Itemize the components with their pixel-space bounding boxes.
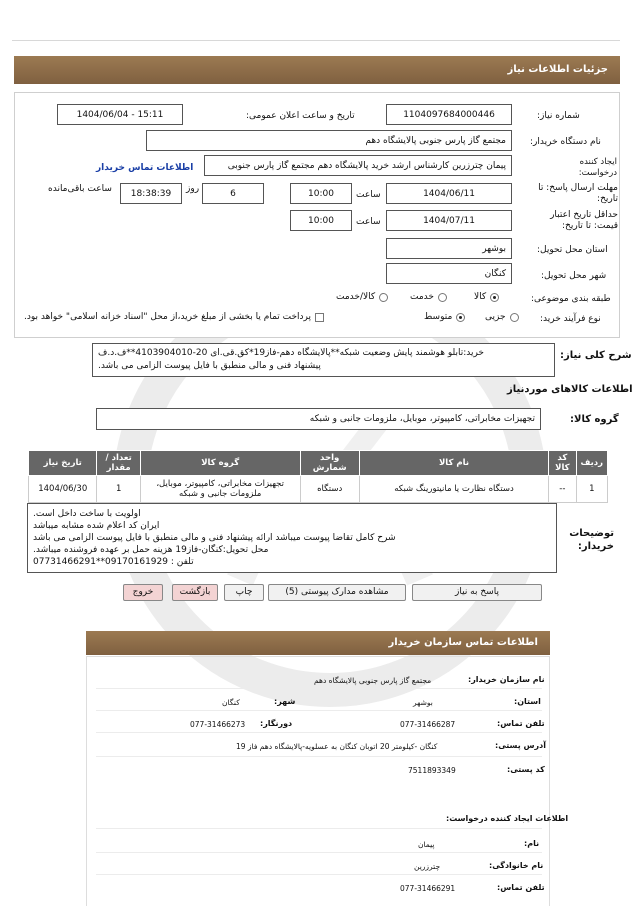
- need-number-field: 1104097684000446: [386, 104, 512, 125]
- top-divider: [12, 40, 620, 41]
- category-option-service[interactable]: خدمت: [410, 292, 447, 302]
- buyer-notes-box: [27, 503, 557, 573]
- requester-label: ایجاد کننده درخواست:: [578, 157, 617, 178]
- cell-row: 1: [576, 476, 607, 503]
- days-field: 6: [202, 183, 264, 204]
- radio-icon[interactable]: [510, 313, 519, 322]
- validity-date-field: 1404/07/11: [386, 210, 512, 231]
- reply-button[interactable]: پاسخ به نیاز: [412, 584, 542, 601]
- checkbox-icon[interactable]: [315, 313, 324, 322]
- cell-name: دستگاه نظارت یا مانیتورینگ شبکه: [359, 476, 548, 503]
- radio-selected-icon[interactable]: [456, 313, 465, 322]
- contact-fax-label: دورنگار:: [260, 719, 293, 728]
- reply-time-field: 10:00: [290, 183, 352, 204]
- col-date: تاریخ نیاز: [29, 451, 97, 476]
- creator-first-name-value: پیمان: [418, 840, 435, 849]
- contact-province-value: بوشهر: [413, 698, 433, 707]
- creator-phone-label: تلفن تماس:: [497, 883, 545, 892]
- notes-line: ایران کد اعلام شده مشابه میباشد: [33, 521, 160, 531]
- org-name-value: مجتمع گاز پارس جنوبی پالایشگاه دهم: [314, 676, 432, 685]
- contact-phone-label: تلفن تماس:: [497, 719, 545, 728]
- need-number-label: شماره نیاز:: [537, 111, 580, 121]
- divider: [96, 688, 542, 689]
- creator-last-name-value: چترزرین: [414, 862, 441, 871]
- reply-date-field: 1404/06/11: [386, 183, 512, 204]
- goods-table: [28, 450, 608, 503]
- announce-datetime-label: تاریخ و ساعت اعلان عمومی:: [246, 111, 355, 121]
- notes-line: شرح کامل تقاضا پیوست میباشد ارائه پیشنهاد فنی و مالی منطبق با فایل پیوست الزامی می باشد: [33, 533, 396, 543]
- divider: [96, 710, 542, 711]
- remaining-label: ساعت باقی‌مانده: [48, 184, 112, 194]
- creator-last-name-label: نام خانوادگی:: [489, 861, 544, 870]
- divider: [96, 828, 542, 829]
- province-field: بوشهر: [386, 238, 512, 259]
- postal-code-label: کد پستی:: [507, 765, 545, 774]
- col-row: ردیف: [576, 451, 607, 476]
- divider: [96, 732, 542, 733]
- days-label: روز: [186, 184, 200, 194]
- postal-address-label: آدرس پستی:: [495, 741, 546, 750]
- goods-group-label: گروه کالا:: [570, 414, 619, 425]
- radio-icon[interactable]: [438, 293, 447, 302]
- divider: [96, 756, 542, 757]
- col-name: نام کالا: [359, 451, 548, 476]
- summary-box: [92, 343, 555, 377]
- divider: [96, 852, 542, 853]
- summary-label: شرح کلی نیاز:: [560, 350, 632, 361]
- buyer-notes-label: توضیحات خریدار:: [569, 528, 614, 552]
- province-label: استان محل تحویل:: [537, 245, 608, 255]
- validity-time-label: ساعت: [356, 217, 381, 227]
- back-button[interactable]: بازگشت: [172, 584, 218, 601]
- validity-time-field: 10:00: [290, 210, 352, 231]
- cell-group: تجهیزات مخابراتی، کامپیوتر، موبایل، ملزومات جانبی و شبکه: [140, 476, 300, 503]
- process-option-minor[interactable]: جزیی: [485, 312, 519, 322]
- notes-line: تلفن : 09170161929**07731466291: [33, 557, 194, 567]
- category-option-goods-service[interactable]: کالا/خدمت: [336, 292, 388, 302]
- radio-icon[interactable]: [379, 293, 388, 302]
- treasury-payment-checkbox[interactable]: پرداخت تمام یا بخشی از مبلغ خرید،از محل "اسناد خزانه اسلامی" خواهد بود.: [24, 312, 324, 322]
- contact-section-title: اطلاعات تماس سازمان خریدار: [86, 631, 550, 655]
- attachments-button[interactable]: مشاهده مدارک پیوستی (5): [268, 584, 406, 601]
- col-qty: تعداد / مقدار: [97, 451, 140, 476]
- goods-group-field: تجهیزات مخابراتی، کامپیوتر، موبایل، ملزومات جانبی و شبکه: [96, 408, 541, 430]
- reply-deadline-label: مهلت ارسال پاسخ: تا تاریخ:: [538, 183, 618, 204]
- print-button[interactable]: چاپ: [224, 584, 264, 601]
- postal-address-value: کنگان -کیلومتر 20 اتوبان کنگان به عسلویه-پالایشگاه دهم فاز 19: [236, 742, 438, 751]
- process-label: نوع فرآیند خرید:: [540, 314, 601, 324]
- buyer-org-label: نام دستگاه خریدار:: [530, 137, 601, 147]
- contact-panel: [86, 656, 550, 906]
- exit-button[interactable]: خروج: [123, 584, 163, 601]
- buyer-org-field: مجتمع گاز پارس جنوبی پالایشگاه دهم: [146, 130, 512, 151]
- cell-code: --: [549, 476, 576, 503]
- city-label: شهر محل تحویل:: [541, 271, 607, 281]
- notes-line: اولویت با ساخت داخل است.: [33, 509, 141, 519]
- requester-field: پیمان چترزرین کارشناس ارشد خرید پالایشگاه دهم مجتمع گاز پارس جنوبی: [204, 155, 512, 176]
- page-title: جزئیات اطلاعات نیاز: [14, 56, 620, 84]
- contact-city-value: کنگان: [222, 698, 240, 707]
- col-unit: واحد شمارش: [300, 451, 359, 476]
- table-row: [29, 476, 608, 503]
- cell-qty: 1: [97, 476, 140, 503]
- buyer-contact-link[interactable]: اطلاعات تماس خریدار: [96, 163, 194, 173]
- city-field: کنگان: [386, 263, 512, 284]
- summary-line-1: خرید:تابلو هوشمند پایش وضعیت شبکه**پالایشگاه دهم-فاز19*کق.قی.ای 20-4103904010**ف.د.ف: [98, 348, 484, 358]
- summary-line-2: پیشنهاد فنی و مالی منطبق با فایل پیوست الزامی می باشد.: [98, 361, 321, 371]
- contact-province-label: استان:: [514, 697, 541, 706]
- divider: [96, 874, 542, 875]
- remaining-time-field: 18:38:39: [120, 183, 182, 204]
- col-group: گروه کالا: [140, 451, 300, 476]
- validity-label: حداقل تاریخ اعتبار قیمت: تا تاریخ:: [550, 210, 618, 231]
- category-option-goods[interactable]: کالا: [474, 292, 499, 302]
- creator-info-title: اطلاعات ایجاد کننده درخواست:: [446, 814, 569, 823]
- goods-section-title: اطلاعات کالاهای موردنیاز: [507, 384, 633, 395]
- process-option-medium[interactable]: متوسط: [424, 312, 465, 322]
- cell-date: 1404/06/30: [29, 476, 97, 503]
- creator-phone-value: 077-31466291: [400, 884, 456, 893]
- contact-fax-value: 077-31466273: [190, 720, 246, 729]
- col-code: کد کالا: [549, 451, 576, 476]
- org-name-label: نام سازمان خریدار:: [468, 675, 545, 684]
- goods-table-header: [29, 451, 608, 476]
- postal-code-value: 7511893349: [408, 766, 456, 775]
- contact-phone-value: 077-31466287: [400, 720, 456, 729]
- notes-line: محل تحویل:کنگان-فاز19 هزینه حمل بر عهده فروشنده میباشد.: [33, 545, 269, 555]
- contact-city-label: شهر:: [274, 697, 296, 706]
- announce-datetime-field: 1404/06/04 - 15:11: [57, 104, 183, 125]
- radio-selected-icon[interactable]: [490, 293, 499, 302]
- reply-time-label: ساعت: [356, 190, 381, 200]
- creator-first-name-label: نام:: [524, 839, 540, 848]
- cell-unit: دستگاه: [300, 476, 359, 503]
- category-label: طبقه بندی موضوعی:: [531, 294, 611, 304]
